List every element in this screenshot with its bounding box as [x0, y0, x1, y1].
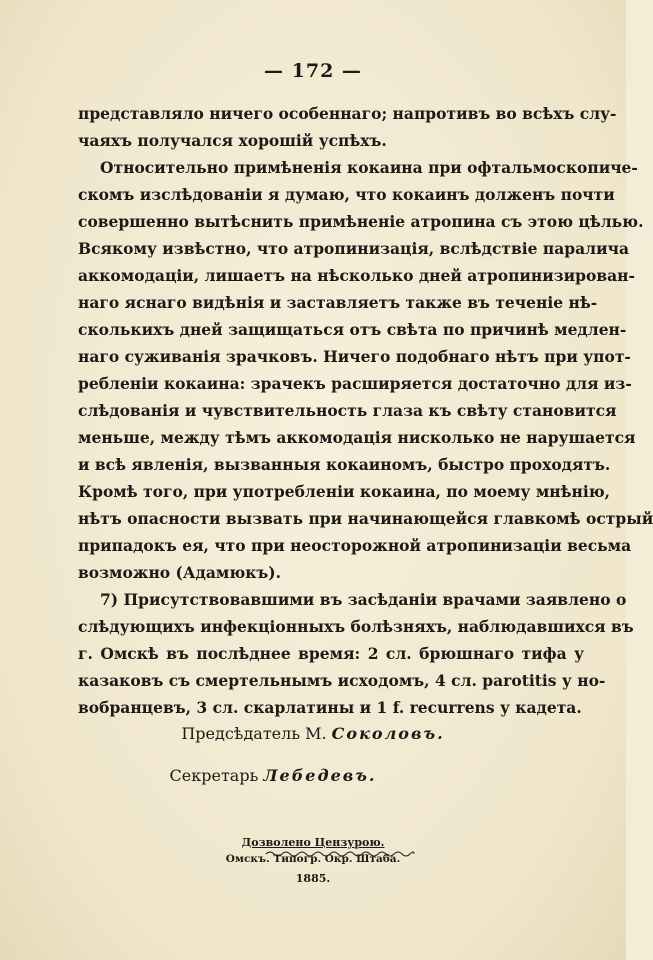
text-line: совершенно вытѣснить примѣненіе атропина съ этою цѣлью. [78, 212, 644, 231]
text-line: вобранцевъ, 3 сл. скарлатины и 1 f. recurrens у кадета. [78, 698, 582, 717]
text-line: представляло ничего особеннаго; напротивъ во всѣхъ слу- [78, 104, 617, 123]
secretary-title: Секретарь [169, 766, 259, 785]
secretary-name: Лебедевъ. [263, 766, 377, 785]
text-line: нѣтъ опасности вызвать при начинающейся главкомѣ острый [78, 509, 653, 528]
text-line: ребленіи кокаина: зрачекъ расширяется достаточно для из- [78, 374, 632, 393]
text-line: Всякому извѣстно, что атропинизація, вслѣдствіе паралича [78, 239, 629, 258]
text-line: сколькихъ дней защищаться отъ свѣта по причинѣ медлен- [78, 320, 627, 339]
printer-line: Омскъ. Типогр. Окр. Штаба. [225, 853, 401, 865]
text-line: припадокъ ея, что при неосторожной атропинизаціи весьма [78, 536, 632, 555]
text-line: слѣдующихъ инфекціонныхъ болѣзняхъ, наблюдавшихся въ [78, 617, 634, 636]
text-line: г. Омскѣ въ послѣднее время: 2 сл. брюшнаго тифа у [78, 644, 584, 663]
text-line: Кромѣ того, при употребленіи кокаина, по моему мнѣнію, [78, 482, 611, 501]
text-line: и всѣ явленія, вызванныя кокаиномъ, быстро проходятъ. [78, 455, 611, 474]
text-line: чаяхъ получался хорошій успѣхъ. [78, 131, 387, 150]
text-line: 7) Присутствовавшими въ засѣданіи врачами заявлено о [100, 590, 627, 609]
text-line: Относительно примѣненія кокаина при офтальмоскопиче- [100, 158, 638, 177]
censorship-line [0, 836, 626, 849]
text-line: наго яснаго видѣнія и заставляетъ также въ теченіе нѣ- [78, 293, 598, 312]
censorship-text: Дозволено Цензурою. [241, 836, 385, 849]
text-line: возможно (Адамюкъ). [78, 563, 282, 582]
text-line: наго суживанія зрачковъ. Ничего подобнаго нѣтъ при упот- [78, 347, 631, 366]
text-line: скомъ изслѣдованіи я думаю, что кокаинъ долженъ почти [78, 185, 615, 204]
body-text [78, 100, 653, 721]
text-line: слѣдованія и чувствительность глаза къ свѣту становится [78, 401, 617, 420]
year-line: 1885. [295, 872, 331, 885]
text-line: меньше, между тѣмъ аккомодація нисколько не нарушается [78, 428, 636, 447]
text-line: казаковъ съ смертельнымъ исходомъ, 4 сл. parotitis у но- [78, 671, 606, 690]
chairman-name: Соколовъ. [331, 724, 445, 743]
chairman-title: Предсѣдатель М. [181, 724, 327, 743]
secretary-signature [0, 766, 586, 785]
text-line: аккомодаціи, лишаетъ на нѣсколько дней атропинизирован- [78, 266, 635, 285]
chairman-signature [0, 724, 626, 743]
page-number: — 172 — [264, 60, 362, 82]
